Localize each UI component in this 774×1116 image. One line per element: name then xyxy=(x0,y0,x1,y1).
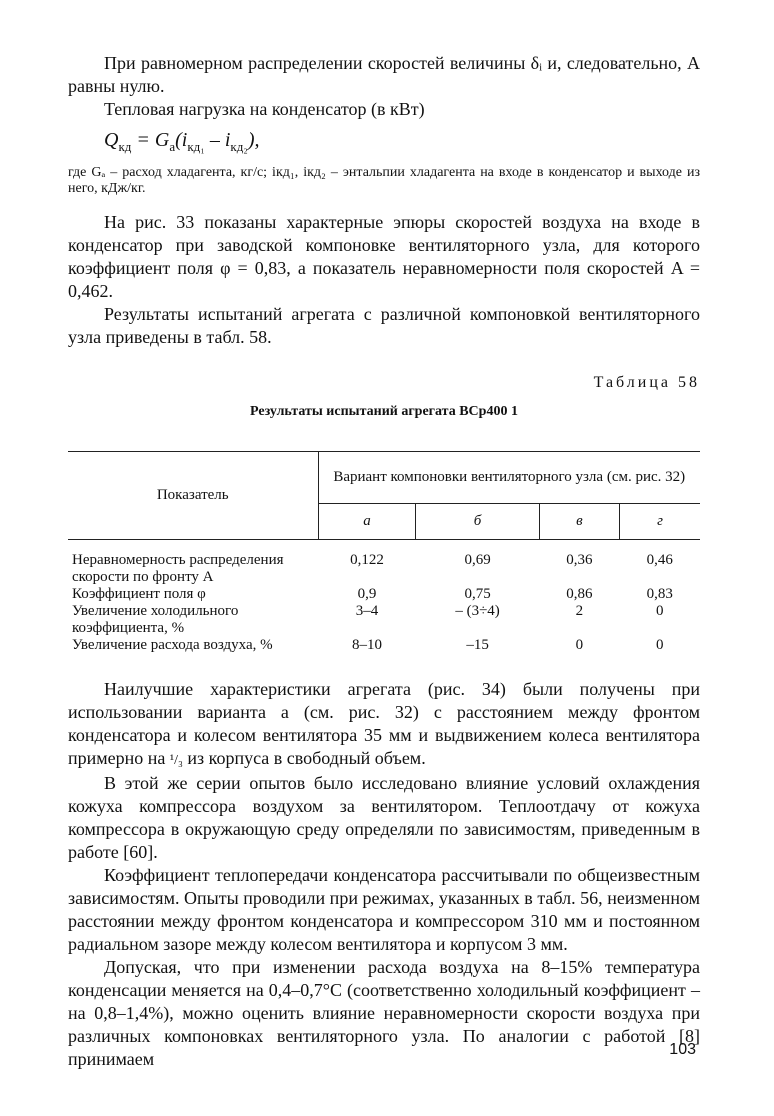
cell-value: 0,36 xyxy=(566,552,593,568)
row-label: Увеличение расхода воздуха, % xyxy=(72,637,273,653)
cell-value: 0 xyxy=(656,637,664,653)
paragraph-heat-transfer: Коэффициент теплопередачи конденсатора рассчитывали по общеизвестным зависимостям. Опыты проводили при режимах, указанных в табл. 56, неизменном расстоянии между фронтом конденсатора и компрессором 310 мм и постоянном радиальном зазоре между колесом вентилятора и корпусом 3 мм. xyxy=(68,865,700,954)
table-title: Результаты испытаний агрегата ВСр400 1 xyxy=(250,404,518,419)
table-number: Таблица 58 xyxy=(593,374,700,391)
paragraph-fig33: На рис. 33 показаны характерные эпюры скоростей воздуха на входе в конденсатор при заводской компоновке вентиляторного узла, для которого коэффициент поля φ = 0,83, а показатель неравномерности поля скоростей A = 0,462. xyxy=(68,212,700,301)
variant-header-v: в xyxy=(539,504,619,540)
cell-value: 0 xyxy=(575,637,584,653)
formula-minus: – i xyxy=(204,129,231,151)
heat-load-formula xyxy=(104,129,700,159)
formula-lhs: Q xyxy=(104,129,119,151)
row-label: Коэффициент поля φ xyxy=(72,586,206,602)
cell-value: –15 xyxy=(466,637,489,653)
row-label: Увеличение холодильного коэффициента, % xyxy=(72,603,239,636)
results-table xyxy=(68,451,700,654)
formula-eq: = G xyxy=(131,129,170,151)
formula-lhs-sub: кд xyxy=(118,139,132,154)
variant-header-a: а xyxy=(318,504,416,540)
best-text-a: Наилучшие характеристики агрегата (рис. 34) были получены при использовании варианта а (см. рис. 32) с расстоянием между фронтом конденсатора и колесом вентилятора 35 мм и выдвижением колеса вентилятора примерно на xyxy=(68,679,700,768)
paragraph-air-flow: Допуская, что при изменении расхода воздуха на 8–15% температура конденсации меняется на 0,4–0,7°C (соответственно холодильный коэффициент – на 0,8–1,4%), можно оценить влияние неравномерности скорости воздуха при различных компоновках вентиляторного узла. По аналогии с работой [8] принимаем xyxy=(68,957,700,1069)
cell-value: 0,86 xyxy=(566,586,593,602)
formula-close: ), xyxy=(247,129,260,151)
cell-value: 3–4 xyxy=(355,603,379,619)
table-row xyxy=(68,603,700,637)
table-row xyxy=(68,637,700,654)
formula-legend: где Gₐ – расход хладагента, кг/с; iкд₁, iкд₂ – энтальпии хладагента на входе в конденсатор и выходе из него, кДж/кг. xyxy=(68,165,700,196)
cell-value: 0 xyxy=(656,603,664,619)
formula-i2-sub: кд₂ xyxy=(230,139,248,154)
paragraph-heat-load: Тепловая нагрузка на конденсатор (в кВт) xyxy=(104,99,425,119)
page-content xyxy=(68,52,700,1071)
formula-i1-sub: кд₁ xyxy=(187,139,205,154)
paragraph-uniform-distribution: При равномерном распределении скоростей величины δᵢ и, следовательно, A равны нулю. xyxy=(68,53,700,96)
cell-value: 0,46 xyxy=(646,552,673,568)
paragraph-table-ref: Результаты испытаний агрегата с различной компоновкой вентиляторного узла приведены в табл. 58. xyxy=(68,304,700,347)
paragraph-compressor-cooling: В этой же серии опытов было исследовано влияние условий охлаждения кожуха компрессора воздухом за вентилятором. Теплоотдачу от кожуха компрессора в окружающую среду определяли по зависимостям, приведенным в работе [60]. xyxy=(68,773,700,862)
formula-g-sub: a xyxy=(169,139,176,154)
cell-value: 0,83 xyxy=(646,586,673,602)
cell-value: 0,69 xyxy=(464,552,491,568)
cell-value: 0,75 xyxy=(464,586,491,602)
cell-value: – (3÷4) xyxy=(455,603,500,619)
fraction-one-third: ¹/₃ xyxy=(169,753,183,768)
page-number: 103 xyxy=(669,1041,696,1058)
table-row xyxy=(68,540,700,587)
best-text-b: из корпуса в свободный объем. xyxy=(182,748,426,768)
table-row xyxy=(68,586,700,603)
variant-header-g: г xyxy=(620,504,700,540)
variant-header-b: б xyxy=(416,504,539,540)
paragraph-best-characteristics xyxy=(68,678,700,772)
table-param-header: Показатель xyxy=(68,452,318,540)
cell-value: 0,9 xyxy=(357,586,377,602)
row-label: Неравномерность распределения скорости по фронту A xyxy=(72,552,284,585)
cell-value: 8–10 xyxy=(351,637,382,653)
cell-value: 0,122 xyxy=(350,552,384,568)
cell-value: 2 xyxy=(575,603,584,619)
table-group-header: Вариант компоновки вентиляторного узла (см. рис. 32) xyxy=(318,452,700,504)
formula-open: (i xyxy=(175,129,188,151)
